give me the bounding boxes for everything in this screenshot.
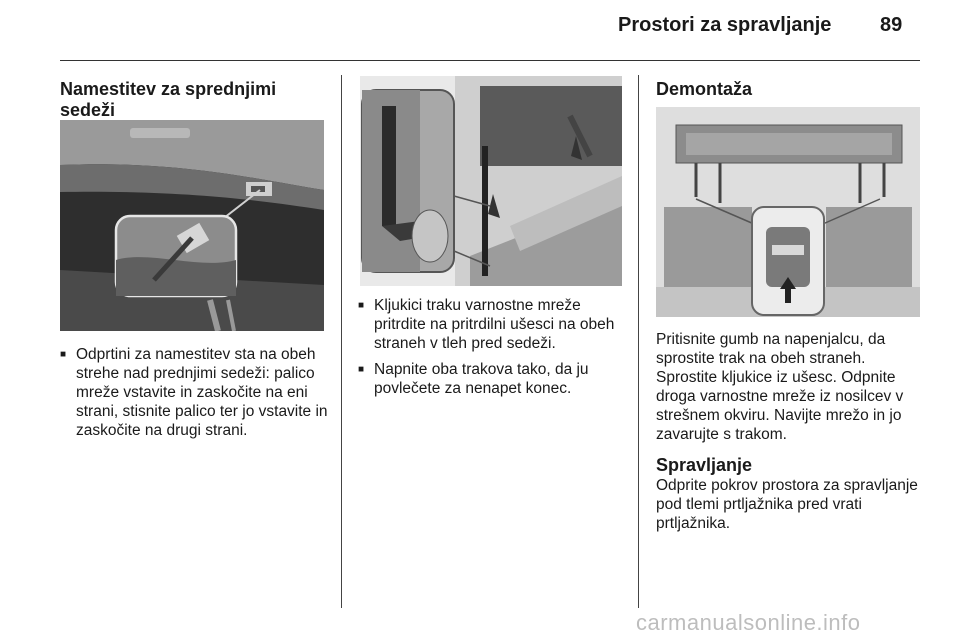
illustration-strap-hooks: [360, 76, 622, 286]
section-heading-storage: Spravljanje: [656, 455, 753, 475]
figure-strap-hooks: [360, 76, 622, 286]
column-divider-2: [638, 75, 639, 608]
column-divider-1: [341, 75, 342, 608]
page-title: Prostori za spravljanje: [618, 14, 832, 36]
heading-line-1: Namestitev za sprednjimi: [60, 79, 277, 99]
section-heading-front: [60, 79, 276, 121]
figure-removal: [656, 107, 920, 317]
storage-paragraph: Odprite pokrov prostora za spravljanje pod tlemi prtljažnika pred vrati prtljažnika.: [656, 477, 918, 532]
illustration-net-removal: [656, 107, 920, 317]
removal-paragraph: Pritisnite gumb na napenjalcu, da sprostite trak na obeh straneh. Sprostite kljukice iz ušesc. Odpnite droga varnostne mreže iz nosilcev v strešnem okviru. Navijte mrežo in jo zavarujte s trakom.: [656, 331, 904, 443]
figure-front-seats: [60, 120, 324, 331]
list-item: ■ Odprtini za namestitev sta na obeh strehe nad prednjimi sedeži: palico mreže vstavite in zaskočite na eni strani, stisnite palico ter jo vstavite in zaskočite na drugi strani.: [60, 345, 328, 440]
list-item: ■ Napnite oba trakova tako, da ju povlečete za nenapet konec.: [358, 360, 628, 398]
heading-line-2: sedeži: [60, 100, 116, 120]
instruction-list-front: [60, 345, 328, 447]
section-heading-removal: Demontaža: [656, 79, 753, 99]
watermark: carmanualsonline.info: [636, 610, 861, 635]
illustration-roof-mount: [60, 120, 324, 331]
list-item: ■ Kljukici traku varnostne mreže pritrdite na pritrdilni ušesci na obeh straneh v tleh pred sedeži.: [358, 296, 628, 353]
instruction-list-attach: [358, 296, 628, 405]
header-divider: [60, 60, 920, 61]
storage-section: [656, 455, 924, 533]
page-number: 89: [880, 14, 903, 36]
